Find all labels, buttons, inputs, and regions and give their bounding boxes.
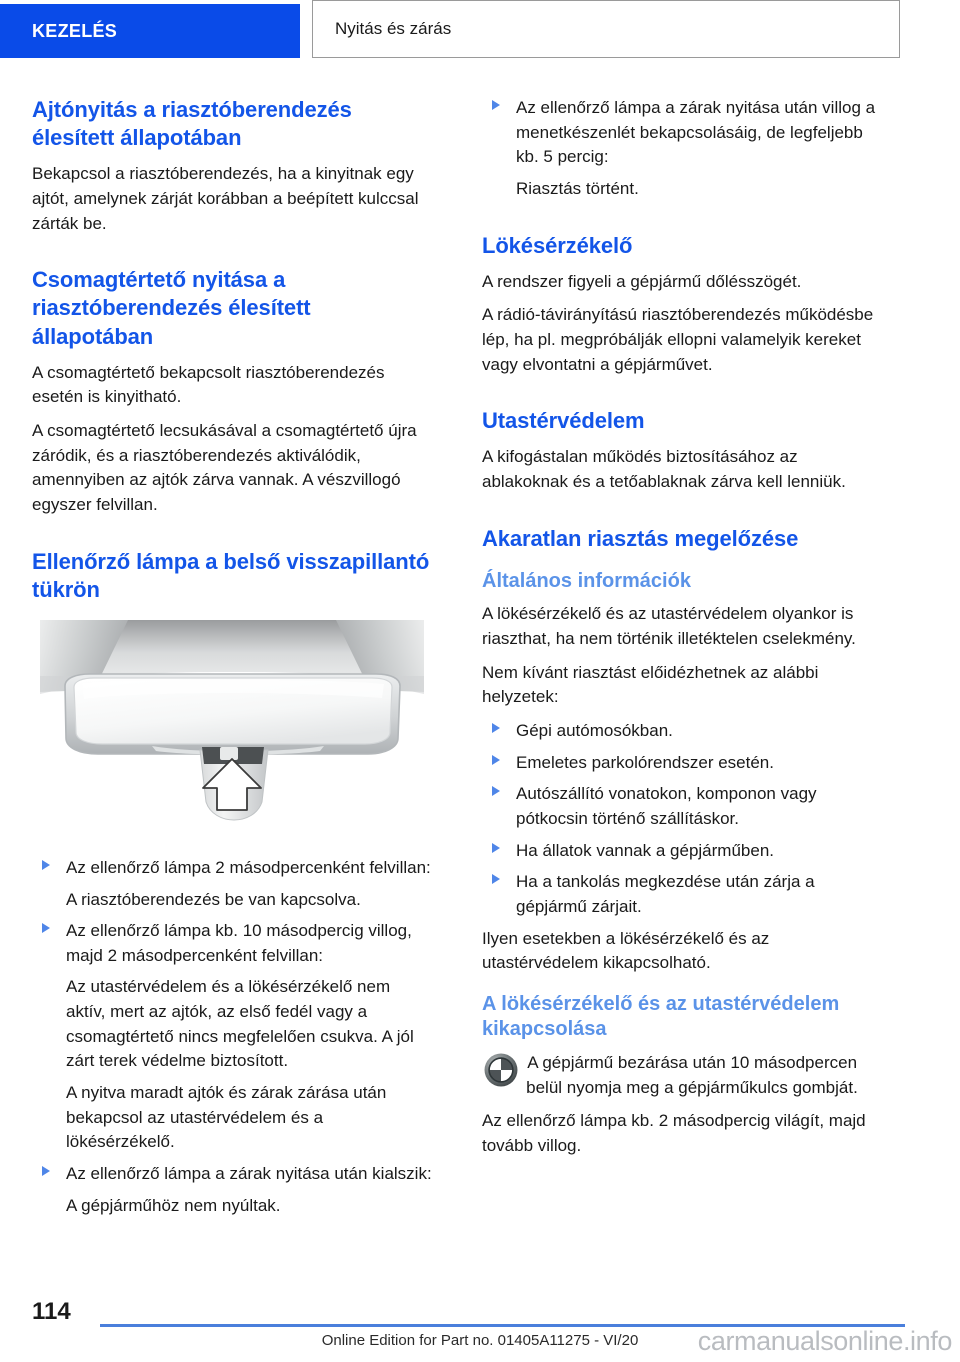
list-item [32,1162,432,1187]
list-item-text: Az ellenőrző lámpa kb. 10 másodpercig villog, majd 2 másodpercenként felvillan: [66,921,412,965]
page-footer [0,1296,960,1362]
right-column [482,96,882,1166]
heading-lokeserzekelo: Lökésérzékelő [482,232,633,258]
list-item-text: Ha állatok vannak a gépjárműben. [516,840,774,860]
paragraph-utastervedelem: A kifogástalan működés biztosításához az ablakoknak és a tetőablaknak zárva kell lenniük. [482,447,846,492]
site-watermark: carmanualsonline.info [697,1326,952,1356]
list-item-text: Az ellenőrző lámpa 2 másodpercenként felvillan: [66,857,431,877]
list-item-text: Az ellenőrző lámpa a zárak nyitása után villog a menetkészenlét bekapcsolásáig, de legfeljebb kb. 5 percig: [516,98,876,167]
paragraph-ilyen-esetekben: Ilyen esetekben a lökésérzékelő és az utastérvédelem kikapcsolható. [482,928,770,973]
heading-ellenorzo-lampa: Ellenőrző lámpa a belső visszapillantó tükrön [32,548,430,602]
subheading-kikapcsolasa: A lökésérzékelő és az utastérvédelem kikapcsolása [482,992,840,1041]
left-bullet-list-2 [32,919,432,968]
paragraph-altalanos-1: A lökésérzékelő és az utastérvédelem olyankor is riaszthat, ha nem történik illetéktelen cselekmény. [482,604,856,649]
list-item-text: Az ellenőrző lámpa a zárak nyitása után kialszik: [66,1163,432,1183]
triangle-bullet-icon [492,723,500,733]
list-item [32,856,432,881]
list-item-detail: Riasztás történt. [516,178,639,198]
paragraph-ellenorzo-vilagit: Az ellenőrző lámpa kb. 2 másodpercig világít, majd tovább villog. [482,1111,866,1155]
paragraph-lokeserzekelo-1: A rendszer figyeli a gépjármű dőlésszögét. [482,271,802,291]
page-number: 114 [32,1298,71,1325]
bmw-note-block [482,1051,882,1100]
list-item-detail: A gépjárműhöz nem nyúltak. [66,1195,281,1215]
paragraph-ajtonyitas: Bekapcsol a riasztóberendezés, ha a kinyitnak egy ajtót, amelynek zárját korábban a beépített kulccsal zárták be. [32,164,419,233]
triangle-bullet-icon [42,1166,50,1176]
triangle-bullet-icon [42,923,50,933]
page-content [0,96,960,1286]
list-item [32,919,432,968]
triangle-bullet-icon [42,860,50,870]
list-item-text: Ha a tankolás megkezdése után zárja a gépjármű zárjait. [516,872,815,916]
right-situations-list [482,719,882,919]
list-item [482,870,882,919]
list-item-text: Gépi autómosókban. [516,721,673,741]
rearview-mirror-figure [32,614,432,842]
rearview-mirror-icon [32,614,432,842]
bmw-note-text: A gépjármű bezárása után 10 másodpercen belül nyomja meg a gépjárműkulcs gombját. [526,1052,858,1097]
page-header [0,0,960,58]
list-item-text: Autószállító vonatokon, komponon vagy pótkocsin történő szállításkor. [516,784,817,828]
triangle-bullet-icon [492,755,500,765]
heading-utastervedelem: Utastérvédelem [482,408,645,434]
triangle-bullet-icon [492,786,500,796]
triangle-bullet-icon [492,874,500,884]
list-item [482,751,882,776]
bmw-roundel-icon [484,1053,518,1087]
triangle-bullet-icon [492,100,500,110]
list-item [482,839,882,864]
heading-csomagterteto: Csomagtértető nyitása a riasztóberendezés élesített állapotában [32,267,311,349]
paragraph-csomagterteto-2: A csomagtértető lecsukásával a csomagtértető újra záródik, és a riasztóberendezés aktiválódik, amennyiben az ajtók zárva vannak. A vészvillogó egyszer felvillan. [32,420,417,514]
list-item [482,719,882,744]
list-item-detail: A riasztóberendezés be van kapcsolva. [66,889,361,909]
heading-ajtonyitas: Ajtónyitás a riasztóberendezés élesített állapotában [32,97,352,151]
right-bullet-list-top [482,96,882,170]
edition-note: Online Edition for Part no. 01405A11275 - VI/20 [321,1332,639,1349]
list-item [482,782,882,831]
left-column [32,96,432,1225]
left-bullet-list-3 [32,1162,432,1187]
section-tab[interactable]: Nyitás és zárás [312,0,900,58]
list-item [482,96,882,170]
list-item-detail: Az utastérvédelem és a lökésérzékelő nem aktív, mert az ajtók, az első fedél vagy a csomagtértető nincs megfelelően csukva. A jól zárt terek védelme biztosított. [66,977,414,1071]
paragraph-altalanos-2: Nem kívánt riasztást előidézhetnek az alábbi helyzetek: [482,662,819,707]
left-bullet-list [32,856,432,881]
heading-akaratlan-riasztas: Akaratlan riasztás megelőzése [482,525,799,551]
paragraph-lokeserzekelo-2: A rádió-távirányítású riasztóberendezés működésbe lép, ha pl. megpróbálják ellopni valamelyik kereket vagy elvontatni a gépjárművet. [482,305,874,374]
chapter-tab[interactable]: KEZELÉS [0,4,300,58]
list-item-text: Emeletes parkolórendszer esetén. [516,752,774,772]
paragraph-csomagterteto-1: A csomagtértető bekapcsolt riasztóberendezés esetén is kinyitható. [32,362,385,407]
subheading-altalanos-informaciok: Általános információk [482,569,691,592]
triangle-bullet-icon [492,843,500,853]
list-item-detail: A nyitva maradt ajtók és zárak zárása után bekapcsol az utastérvédelem és a lökésérzékelő. [66,1082,387,1152]
